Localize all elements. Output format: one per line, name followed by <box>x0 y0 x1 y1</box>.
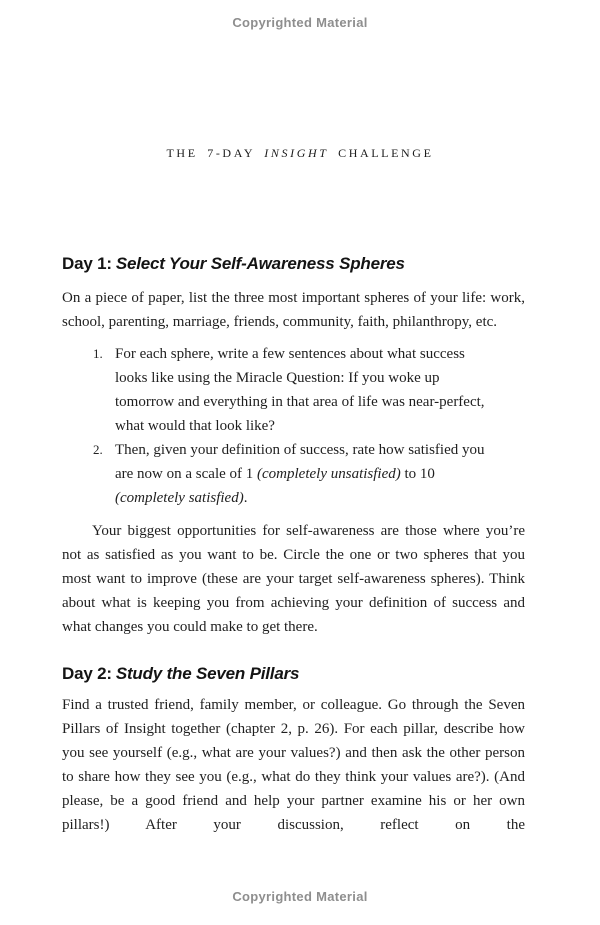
step2-text-mid: to 10 <box>400 466 435 482</box>
steps-list <box>62 342 525 510</box>
running-head-part2: CHALLENGE <box>338 146 434 160</box>
copyright-notice-bottom: Copyrighted Material <box>232 889 368 904</box>
day1-intro-paragraph: On a piece of paper, list the three most important spheres of your life: work, school, parenting, marriage, friends, community, faith, philanthropy, etc. <box>62 290 525 330</box>
day2-paragraph: Find a trusted friend, family member, or colleague. Go through the Seven Pillars of Insight together (chapter 2, p. 26). For each pillar, describe how you see yourself (e.g., what are your values?) and then ask the other person to share how they see you (e.g., what do they think your values are?). (And please, be a good friend and help your partner examine his or her own pillars!) After your discussion, reflect on the <box>62 697 525 833</box>
page-content <box>62 253 525 837</box>
running-head-book-title: INSIGHT <box>264 146 329 160</box>
running-head <box>0 146 600 161</box>
step2-italic-unsatisfied: (completely unsatisfied) <box>257 466 401 482</box>
list-item-text: For each sphere, write a few sentences about what success looks like using the Miracle Question: If you woke up tomorrow and everything in that area of life was near-perfect, what would that look like? <box>115 346 485 434</box>
day2-heading <box>62 663 525 685</box>
list-item-number: 2. <box>93 442 103 457</box>
running-head-part1: THE 7-DAY <box>166 146 255 160</box>
day2-label: Day 2: <box>62 664 112 683</box>
day1-heading <box>62 253 525 275</box>
list-item-text <box>115 438 497 510</box>
day1-title: Select Your Self-Awareness Spheres <box>115 254 405 273</box>
step2-italic-satisfied: (completely satisfied) <box>115 490 244 506</box>
copyright-notice-top: Copyrighted Material <box>232 15 368 30</box>
day1-label: Day 1: <box>62 254 112 273</box>
step2-text-after: . <box>243 490 248 506</box>
list-item <box>93 438 525 510</box>
day2-title: Study the Seven Pillars <box>115 664 300 683</box>
step2-text-before: Then, given your definition of success, rate how satisfied you are now on a scale of 1 <box>115 442 485 482</box>
list-item-number: 1. <box>93 346 103 361</box>
list-item <box>93 342 525 438</box>
day1-closing-paragraph: Your biggest opportunities for self-awareness are those where you’re not as satisfied as you want to be. Circle the one or two spheres that you most want to improve (these are your target self-awareness spheres). Think about what is keeping you from achieving your definition of success and what changes you could make to get there. <box>62 523 525 635</box>
